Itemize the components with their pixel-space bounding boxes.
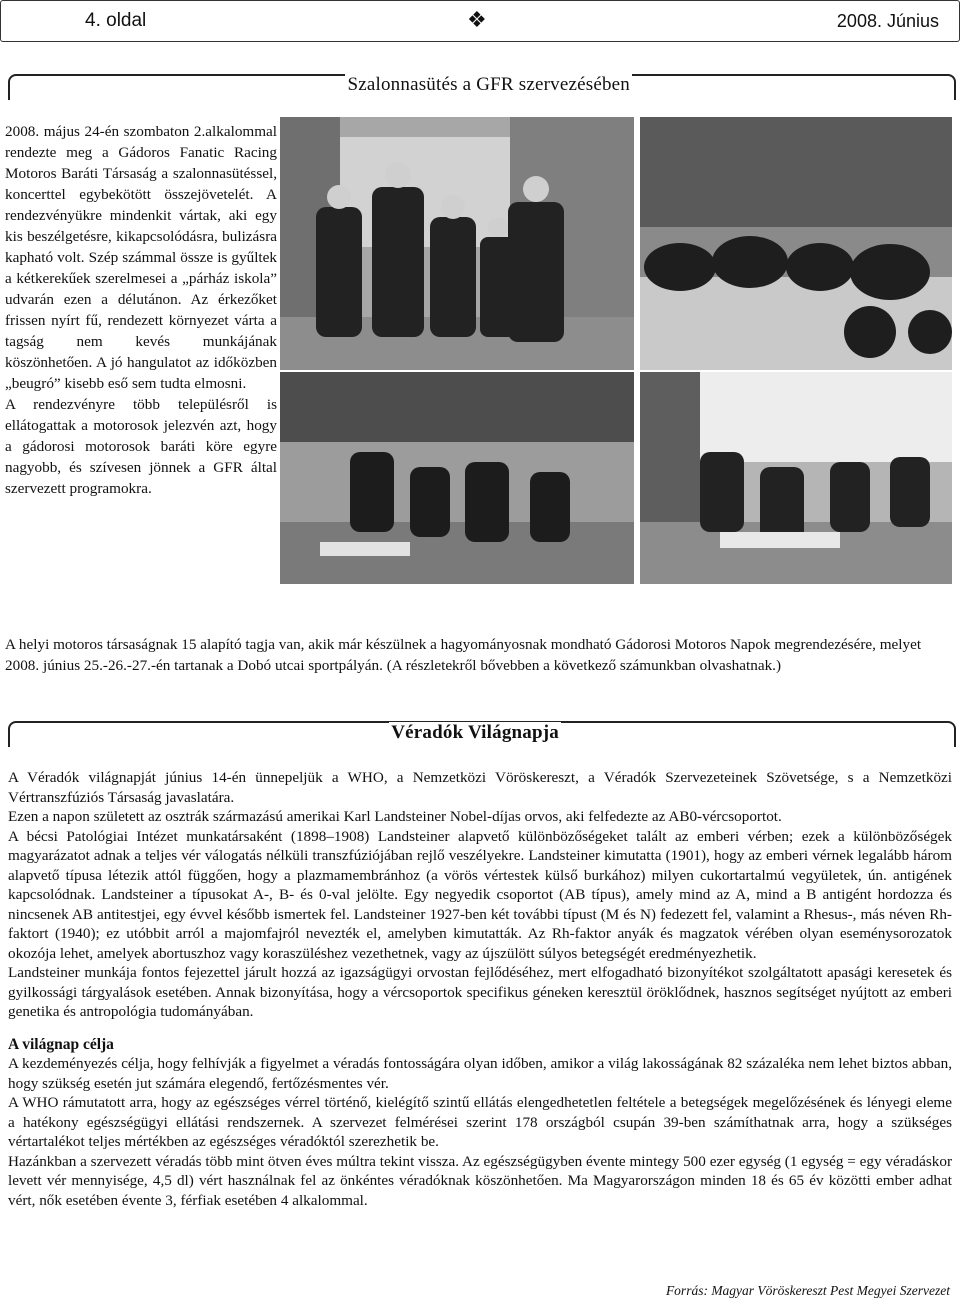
article-title: Szalonnasütés a GFR szervezésében	[347, 74, 630, 95]
paragraph: 2008. május 24-én szombaton 2.alkalommal rendezte meg a Gádoros Fanatic Racing Motoros Baráti Társaság a szalonnasütéssel, koncerttel egybekötött összejövetelét. A rendezvényükre mindenkit vártak, aki egy kis beszélgetésre, kikapcsolódásra, bulizásra kapható volt. Szép számmal össze is gyűltek a kétkerekűek szerelmesei a „párház iskola” udvarán ezen a délutánon. Az érkezőket frissen nyírt fű, rendezett környezet várta a tagság nem kevés munkájának köszönhetően. A jó hangulatot az időközben „beugró” kisebb eső sem tudta elmosni.	[5, 123, 277, 392]
paragraph: Hazánkban a szervezett véradás több mint ötven éves múltra tekint vissza. Az egészségügyben évente mintegy 500 ezer egység (1 egység = egy véradáskor levett vér mennyisége, 4,5 dl) vért használnak fel az önkéntes véradóknak köszönhetően. Ma Magyarországon minden 18 és 65 év közötti ember adhat vért, nők esetében évente 3, férfiak esetében 4 alkalommal.	[8, 1152, 952, 1209]
paragraph: A kezdeményezés célja, hogy felhívják a figyelmet a véradás fontosságára olyan időben, amikor a világ lakosságának 82 százaléka nem lehet biztos abban, hogy szükség esetén jut számára elegendő, fertőzésmentes vér.	[8, 1055, 952, 1092]
paragraph: A Véradók világnapját június 14-én ünnepeljük a WHO, a Nemzetközi Vöröskereszt, a Véradók Szervezeteinek Szövetsége, s a Nemzetközi Vértranszfúziós Társaság javaslatára.	[8, 769, 952, 806]
source-credit: Forrás: Magyar Vöröskereszt Pest Megyei Szervezet	[665, 1283, 950, 1298]
article-title-banner	[8, 721, 956, 747]
paragraph: A WHO rámutatott arra, hogy az egészséges vérrel történő, kielégítő szintű ellátás elengedhetetlen feltétele a betegségek megelőzésének és lényegi eleme a hatékony egészségügyi ellátási rendszernek. A szervezet felmérései szerint 178 országból csupán 39-ben számíthatnak arra, hogy a szükséges vértartalékot teljes mértékben az egészséges véradóktól szerezhetik be.	[8, 1094, 952, 1150]
paragraph: Landsteiner munkája fontos fejezettel járult hozzá az igazságügyi orvostan fejlődéséhez, mert elfogadható bizonyítékot szolgáltatott apasági keresetek és gyilkossági tárgyalások esetében. Annak bizonyítása, hogy a vércsoportok specifikus géneken keresztül öröklődnek, hasznos segítséget nyújtott az emberi genetika és antropológia tudományában.	[8, 964, 952, 1020]
photo-group-portrait	[280, 117, 634, 370]
article-footer-paragraph	[5, 634, 953, 676]
subheading: A világnap célja	[8, 1035, 114, 1053]
ornament-icon: ❖	[467, 7, 487, 32]
paragraph: Ezen a napon született az osztrák származású amerikai Karl Landsteiner Nobel-díjas orvos, aki felfedezte az AB0-vércsoportot.	[8, 808, 782, 825]
issue-date: 2008. Június	[836, 11, 939, 31]
page-number: 4. oldal	[85, 10, 147, 31]
paragraph: A helyi motoros társaságnak 15 alapító tagja van, akik már készülnek a hagyományosnak mondható Gádorosi Motoros Napok megrendezésére, melyet 2008. június 25.-26.-27.-én tartanak a Dobó utcai sportpályán. (A részletekről bővebben a következő számunkban olvashatnak.)	[5, 636, 922, 674]
article-body	[8, 768, 952, 1210]
paragraph: A bécsi Patológiai Intézet munkatársaként (1898–1908) Landsteiner alapvető különbözőségeket talált az emberi vérben; ezek a különbözőségek magyarázatot adnak a teljes vér válogatás nélküli transzfúziójában rejlő veszélyekre. Landsteiner kimutatta (1901), hogy az emberi vérnek legalább három alapvető típusa létezik attól függően, hogy a plazmamembránhoz (a vörös vértestek külső burkához) milyen cukortartalmú vegyületek, ún. antigének kapcsolódnak. Landsteiner a típusokat A-, B- és 0-val jelölte. Egy negyedik csoportot (AB típus), amely mind az A, mind a B antigént hordozza és nincsenek AB antitestjei, egy évvel később ismertek fel. Landsteiner 1927-ben két további típust (M és N) fedezett fel, valamint a Rhesus-, más néven Rh-faktort (1940); ez utóbbit arról a majomfajról nevezték el, amelyben kimutatták. Az Rh-faktor anyák és magzatok vérében olyan eseménysorozatok okozója lehet, amelyek abortuszhoz vagy koraszüléshez vezethetnek, vagy az újszülött súlyos betegségét eredményezhetik.	[8, 827, 952, 962]
photo-motorcycles	[640, 117, 952, 370]
photo-courtyard	[640, 372, 952, 584]
paragraph: A rendezvényre több településről is ellátogattak a motorosok jelezvén azt, hogy a gádorosi motorosok baráti köre egyre nagyobb, és szívesen jönnek a GFR által szervezett programokra.	[5, 396, 277, 497]
page-header	[0, 0, 960, 42]
photo-campfire	[280, 372, 634, 584]
article-title-banner	[8, 74, 956, 100]
article-column	[5, 121, 277, 499]
article-title: Véradók Világnapja	[391, 722, 559, 743]
